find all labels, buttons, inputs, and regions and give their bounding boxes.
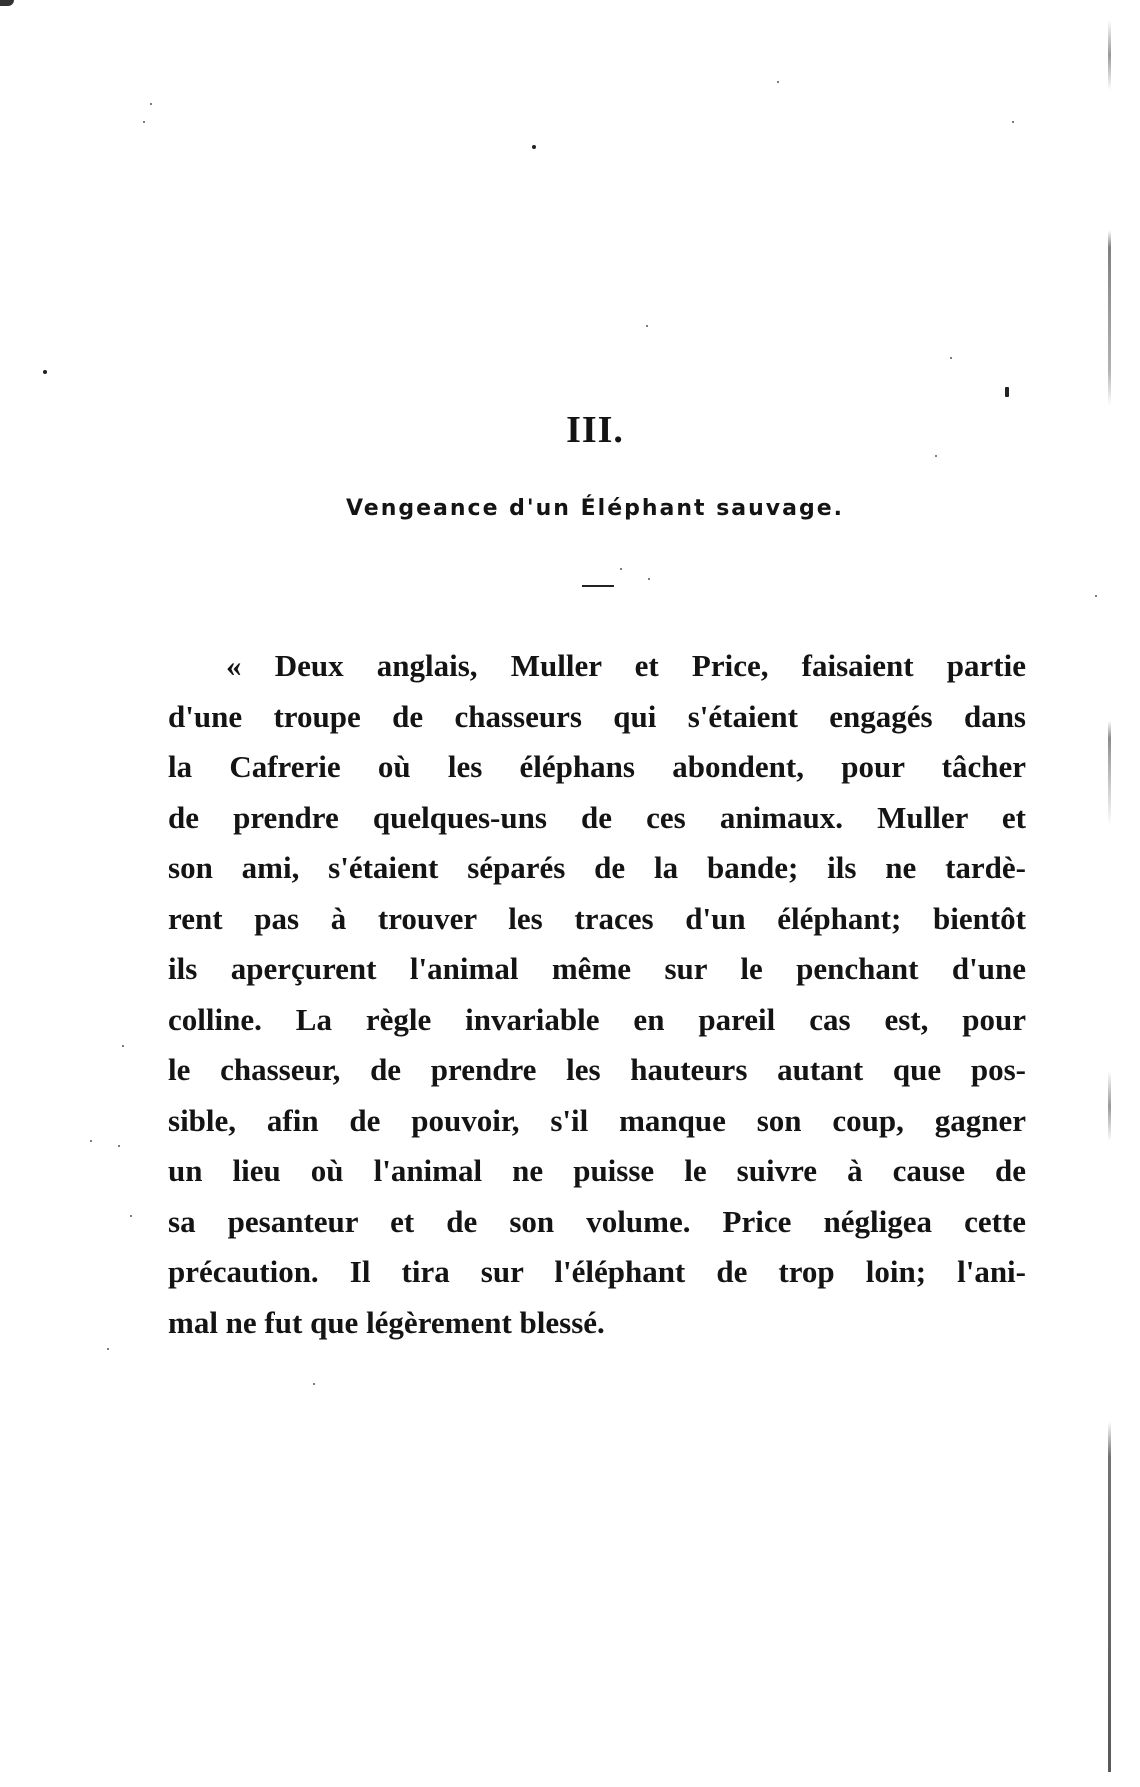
scan-speck bbox=[1005, 387, 1009, 397]
text-line: rent pas à trouver les traces d'un éléphant; bientôt bbox=[168, 900, 1026, 936]
scan-speck bbox=[532, 145, 536, 149]
scan-artifact bbox=[0, 0, 14, 6]
text-line: le chasseur, de prendre les hauteurs autant que pos- bbox=[168, 1052, 1026, 1087]
text-line: de prendre quelques-uns de ces animaux. Muller et bbox=[168, 799, 1026, 835]
scan-speck bbox=[43, 370, 47, 374]
scan-speck bbox=[313, 1383, 315, 1385]
text-line: son ami, s'étaient séparés de la bande; ils ne tardè- bbox=[168, 850, 1026, 885]
text-line: ils aperçurent l'animal même sur le penchant d'une bbox=[168, 951, 1026, 986]
text-line: la Cafrerie où les éléphans abondent, pour tâcher bbox=[168, 749, 1026, 784]
scan-speck bbox=[1095, 595, 1097, 597]
scan-speck bbox=[648, 578, 650, 580]
scan-speck bbox=[646, 325, 648, 327]
scan-speck bbox=[150, 103, 152, 105]
text-line: colline. La règle invariable en pareil cas est, pour bbox=[168, 1001, 1026, 1037]
scan-speck bbox=[143, 121, 145, 123]
chapter-body bbox=[168, 641, 1026, 1348]
text-line: sible, afin de pouvoir, s'il manque son coup, gagner bbox=[168, 1102, 1026, 1138]
text-line: « Deux anglais, Muller et Price, faisaient partie bbox=[226, 648, 1026, 683]
scan-speck bbox=[935, 455, 937, 457]
text-line: un lieu où l'animal ne puisse le suivre à cause de bbox=[168, 1153, 1026, 1188]
text-line: précaution. Il tira sur l'éléphant de trop loin; l'ani- bbox=[168, 1254, 1026, 1289]
text-line: sa pesanteur et de son volume. Price négligea cette bbox=[168, 1203, 1026, 1239]
text-line: d'une troupe de chasseurs qui s'étaient engagés dans bbox=[168, 698, 1026, 734]
text-line: mal ne fut que légèrement blessé. bbox=[168, 1304, 605, 1340]
scan-speck bbox=[620, 568, 622, 570]
chapter-title: Vengeance d'un Éléphant sauvage. bbox=[345, 496, 845, 521]
scan-speck bbox=[130, 1215, 132, 1217]
scan-speck bbox=[118, 1145, 120, 1147]
chapter-number: III. bbox=[566, 409, 624, 451]
title-divider bbox=[582, 585, 614, 587]
page-edge-shadow bbox=[1108, 20, 1111, 1772]
scan-speck bbox=[122, 1045, 124, 1047]
scan-speck bbox=[107, 1348, 109, 1350]
scan-speck bbox=[777, 81, 779, 83]
scan-speck bbox=[90, 1140, 92, 1142]
scan-speck bbox=[950, 357, 952, 359]
scan-speck bbox=[1012, 121, 1014, 123]
